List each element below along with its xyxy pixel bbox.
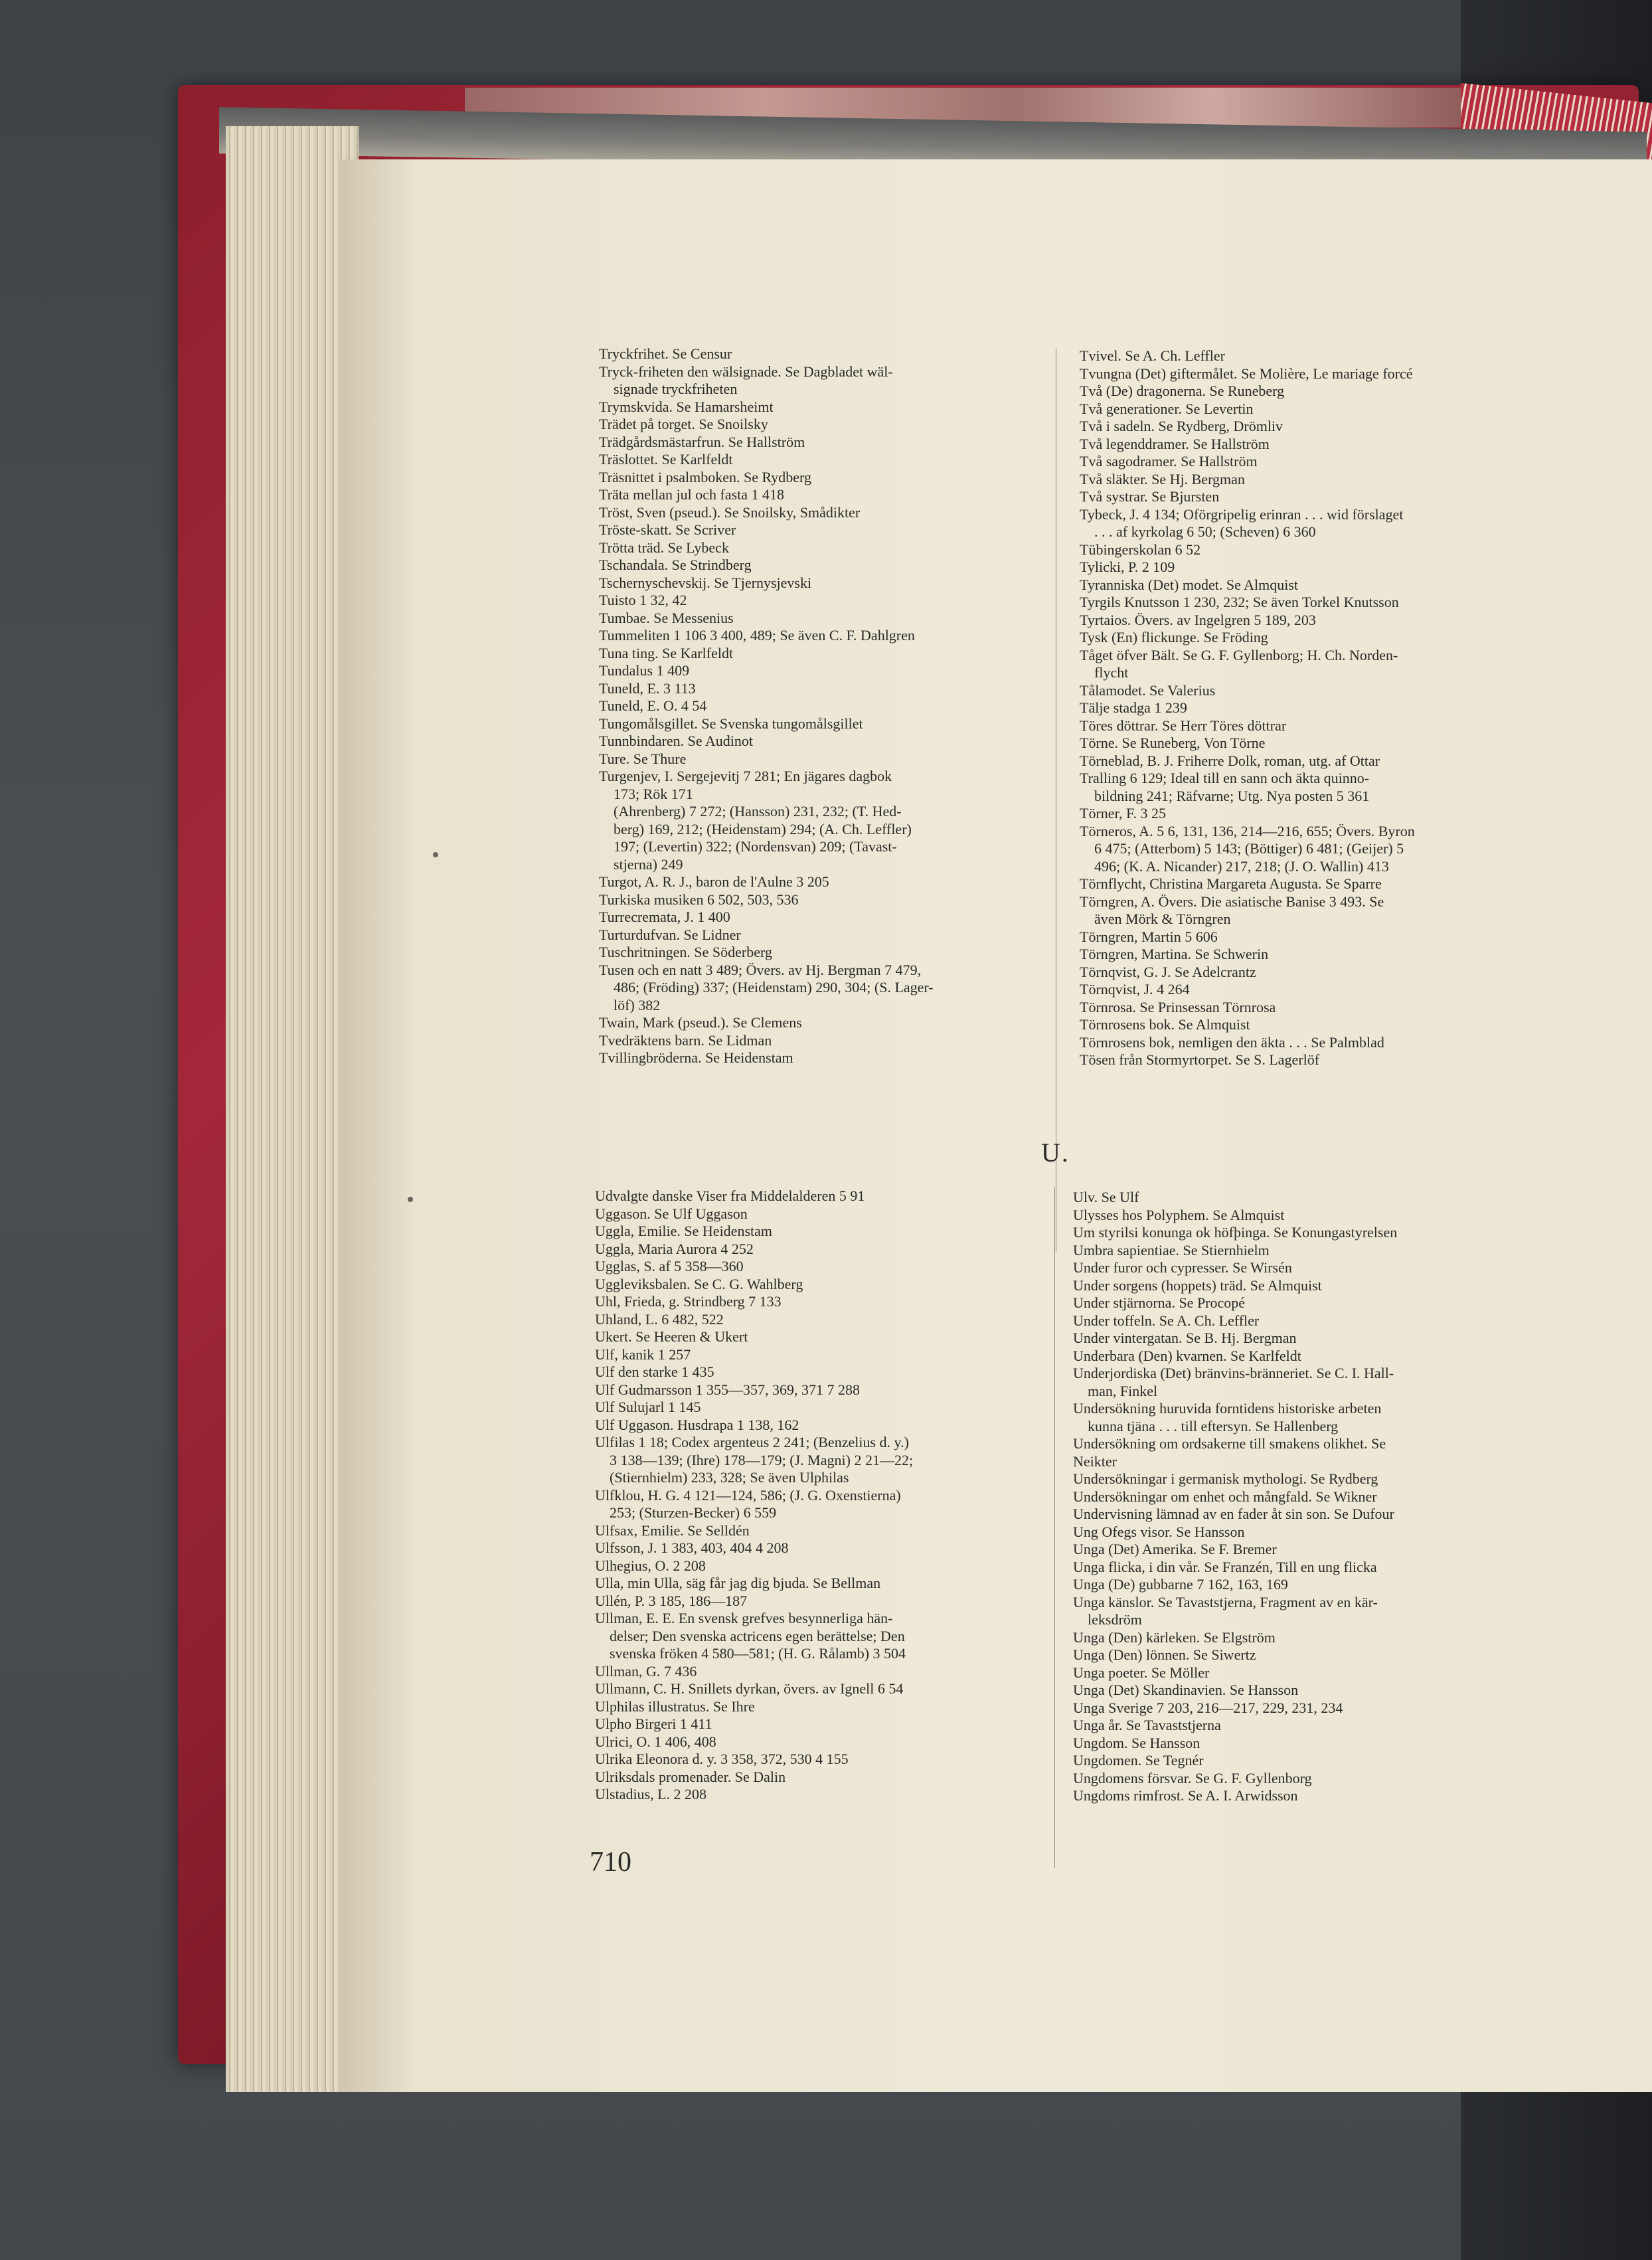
index-entry: bildning 241; Räfvarne; Utg. Nya posten 5 361 [1094,787,1370,804]
index-entry: Tvillingbröderna. Se Heidenstam [599,1049,793,1066]
index-entry: svenska fröken 4 580—581; (H. G. Rålamb) 3 504 [610,1645,906,1662]
index-entry: Unga (De) gubbarne 7 162, 163, 169 [1073,1576,1288,1593]
index-entry: Två (De) dragonerna. Se Runeberg [1080,383,1285,399]
index-entry: signade tryckfriheten [614,381,738,397]
index-entry: Ungdomen. Se Tegnér [1073,1752,1204,1769]
index-entry: Turkiska musiken 6 502, 503, 536 [599,891,799,908]
index-entry: Törne. Se Runeberg, Von Törne [1080,735,1266,751]
index-entry: Törner, F. 3 25 [1080,805,1166,822]
index-entry: Tschernyschevskij. Se Tjernysjevski [599,574,812,591]
index-entry: Ulpho Birgeri 1 411 [595,1715,712,1732]
index-entry: Uggla, Maria Aurora 4 252 [595,1240,754,1257]
index-entry: Ulriksdals promenader. Se Dalin [595,1768,786,1785]
index-entry: Tuneld, E. O. 4 54 [599,697,707,714]
index-entry: Tungomålsgillet. Se Svenska tungomålsgillet [599,715,863,732]
index-entry: Unga poeter. Se Möller [1073,1664,1210,1681]
index-entry: Trymskvida. Se Hamarsheimt [599,398,774,415]
index-entry: Ulfklou, H. G. 4 121—124, 586; (J. G. Oxenstierna) [595,1486,901,1504]
index-entry: Uggason. Se Ulf Uggason [595,1205,748,1222]
index-entry: även Mörk & Törngren [1094,911,1231,927]
index-entry: man, Finkel [1088,1382,1158,1399]
index-entry: Underbara (Den) kvarnen. Se Karlfeldt [1073,1347,1301,1364]
index-entry: Törnrosa. Se Prinsessan Törnrosa [1080,998,1276,1015]
index-entry: Törngren, Martin 5 606 [1080,928,1218,945]
index-entry: Ulf Uggason. Husdrapa 1 138, 162 [595,1416,799,1433]
index-entry: Unga Sverige 7 203, 216—217, 229, 231, 234 [1073,1699,1343,1716]
index-entry: Ulf, kanik 1 257 [595,1346,691,1363]
index-entry: . . . af kyrkolag 6 50; (Scheven) 6 360 [1094,523,1316,540]
index-entry: Undersökning huruvida forntidens historiske arbeten [1073,1400,1382,1417]
index-entry: Tröst, Sven (pseud.). Se Snoilsky, Smådikter [599,503,861,521]
index-column-bottom-right [1073,1189,1397,1805]
index-entry: Törnrosens bok. Se Almquist [1080,1016,1250,1033]
index-entry: 197; (Levertin) 322; (Nordensvan) 209; (Tavast- [614,838,897,855]
index-entry: Tröste-skatt. Se Scriver [599,521,736,538]
index-entry: Ulstadius, L. 2 208 [595,1786,707,1802]
index-entry: Unga (Den) kärleken. Se Elgström [1073,1628,1276,1646]
paper-speck [433,852,438,857]
index-entry: Tuna ting. Se Karlfeldt [599,644,734,661]
index-entry: Törnqvist, J. 4 264 [1080,981,1190,998]
index-entry: Undersökning om ordsakerne till smakens olikhet. Se [1073,1435,1386,1452]
index-entry: Ung Ofegs visor. Se Hansson [1073,1523,1245,1540]
index-entry: Trädgårdsmästarfrun. Se Hallström [599,433,805,450]
index-entry: flycht [1094,664,1129,681]
index-entry: Under stjärnorna. Se Procopé [1073,1294,1246,1311]
index-entry: Ulla, min Ulla, säg får jag dig bjuda. Se Bellman [595,1575,881,1591]
index-entry: Undersökningar om enhet och mångfald. Se Wikner [1073,1488,1377,1505]
index-entry: 6 475; (Atterbom) 5 143; (Böttiger) 6 481; (Geijer) 5 [1094,840,1404,857]
index-entry: (Ahrenberg) 7 272; (Hansson) 231, 232; (T. Hed- [614,803,902,820]
index-entry: Tundalus 1 409 [599,662,690,679]
index-entry: Ullmann, C. H. Snillets dyrkan, övers. av Ignell 6 54 [595,1680,904,1697]
index-entry: Ulv. Se Ulf [1073,1189,1139,1205]
book-page [339,159,1652,2092]
column-rule-bottom [1054,1187,1055,1868]
index-entry: Tösen från Stormyrtorpet. Se S. Lagerlöf [1080,1051,1320,1068]
index-entry: Tåget öfver Bält. Se G. F. Gyllenborg; H. Ch. Norden- [1080,646,1398,663]
index-entry: Uhland, L. 6 482, 522 [595,1310,724,1328]
index-entry: Um styrilsi konunga ok höfþinga. Se Konungastyrelsen [1073,1224,1398,1241]
index-entry: Tysk (En) flickunge. Se Fröding [1080,629,1268,646]
index-entry: Tummeliten 1 106 3 400, 489; Se även C. F. Dahlgren [599,627,915,644]
index-entry: Ulf Sulujarl 1 145 [595,1399,701,1415]
index-entry: Törnqvist, G. J. Se Adelcrantz [1080,963,1256,980]
index-entry: Ullman, E. E. En svensk grefves besynnerliga hän- [595,1610,893,1626]
index-entry: Unga år. Se Tavaststjerna [1073,1717,1221,1733]
index-entry: Trötta träd. Se Lybeck [599,539,729,556]
index-entry: Under furor och cypresser. Se Wirsén [1073,1259,1292,1276]
index-entry: Tuschritningen. Se Söderberg [599,944,772,960]
index-entry: Ulphilas illustratus. Se Ihre [595,1697,755,1715]
index-entry: Tunnbindaren. Se Audinot [599,733,754,749]
index-entry: Ungdoms rimfrost. Se A. I. Arwidsson [1073,1787,1298,1804]
paper-speck [408,1197,413,1202]
index-entry: Ullén, P. 3 185, 186—187 [595,1592,748,1609]
index-entry: Turturdufvan. Se Lidner [599,926,741,943]
index-entry: Ungdomens försvar. Se G. F. Gyllenborg [1073,1769,1312,1786]
index-entry: Tyrgils Knutsson 1 230, 232; Se även Torkel Knutsson [1080,594,1399,610]
index-entry: Unga känslor. Se Tavaststjerna, Fragment av en kär- [1073,1593,1378,1610]
index-entry: Tälje stadga 1 239 [1080,699,1187,716]
index-entry: Törneblad, B. J. Friherre Dolk, roman, utg. af Ottar [1080,752,1380,769]
index-entry: Törngren, A. Övers. Die asiatische Banise 3 493. Se [1080,893,1384,910]
index-entry: Två legenddramer. Se Hallström [1080,435,1270,452]
index-entry: Ulf Gudmarsson 1 355—357, 369, 371 7 288 [595,1381,861,1398]
index-entry: Tvivel. Se A. Ch. Leffler [1080,347,1225,364]
index-entry: Tübingerskolan 6 52 [1080,541,1201,558]
index-entry: Unga flicka, i din vår. Se Franzén, Till en ung flicka [1073,1558,1377,1575]
index-entry: Tylicki, P. 2 109 [1080,559,1175,575]
index-entry: Tryckfrihet. Se Censur [599,345,732,362]
index-entry: kunna tjäna . . . till eftersyn. Se Hallenberg [1088,1417,1339,1434]
index-entry: 486; (Fröding) 337; (Heidenstam) 290, 304; (S. Lager- [614,979,934,996]
index-entry: Träslottet. Se Karlfeldt [599,451,733,468]
index-entry: Töres döttrar. Se Herr Töres döttrar [1080,717,1287,734]
index-entry: Ulfilas 1 18; Codex argenteus 2 241; (Benzelius d. y.) [595,1434,909,1450]
index-entry: Ture. Se Thure [599,750,687,767]
index-entry: Träta mellan jul och fasta 1 418 [599,486,785,503]
index-entry: Törneros, A. 5 6, 131, 136, 214—216, 655; Övers. Byron [1080,822,1415,839]
index-entry: Trädet på torget. Se Snoilsky [599,416,768,432]
index-entry: Under toffeln. Se A. Ch. Leffler [1073,1312,1260,1329]
index-entry: Tyranniska (Det) modet. Se Almquist [1080,576,1299,593]
index-entry: Twain, Mark (pseud.). Se Clemens [599,1014,802,1031]
index-entry: Turgenjev, I. Sergejevitj 7 281; En jägares dagbok [599,768,892,784]
index-entry: Uggla, Emilie. Se Heidenstam [595,1223,772,1239]
index-entry: Två i sadeln. Se Rydberg, Drömliv [1080,418,1283,434]
index-entry: Unga (Det) Amerika. Se F. Bremer [1073,1541,1277,1557]
index-entry: Törnrosens bok, nemligen den äkta . . . Se Palmblad [1080,1033,1384,1051]
index-entry: leksdröm [1088,1611,1142,1628]
index-entry: Tvungna (Det) giftermålet. Se Molière, Le mariage forcé [1080,365,1413,382]
index-entry: Två släkter. Se Hj. Bergman [1080,470,1245,487]
index-entry: Tschandala. Se Strindberg [599,557,752,573]
index-entry: Under vintergatan. Se B. Hj. Bergman [1073,1330,1297,1346]
index-entry: Tryck-friheten den wälsignade. Se Dagbladet wäl- [599,363,893,380]
index-entry: Ullman, G. 7 436 [595,1662,697,1680]
index-entry: Ulfsax, Emilie. Se Selldén [595,1521,750,1539]
index-entry: Ulhegius, O. 2 208 [595,1557,706,1574]
index-entry: Tålamodet. Se Valerius [1080,681,1216,699]
section-heading-u: U. [1041,1138,1070,1168]
index-entry: 253; (Sturzen-Becker) 6 559 [610,1504,777,1521]
index-column-top-right [1080,347,1415,1069]
page-number: 710 [590,1847,631,1877]
index-entry: Neikter [1073,1452,1117,1470]
index-entry: Ukert. Se Heeren & Ukert [595,1328,748,1345]
index-entry: Tybeck, J. 4 134; Oförgripelig erinran . . . wid förslaget [1080,505,1404,523]
index-entry: 496; (K. A. Nicander) 217, 218; (J. O. Wallin) 413 [1094,857,1389,875]
index-entry: Ugglas, S. af 5 358—360 [595,1258,744,1274]
index-entry: Ulfsson, J. 1 383, 403, 404 4 208 [595,1539,789,1556]
index-entry: Tvedräktens barn. Se Lidman [599,1031,772,1049]
index-entry: Ulysses hos Polyphem. Se Almquist [1073,1206,1285,1223]
index-entry: Underjordiska (Det) bränvins-bränneriet. Se C. I. Hall- [1073,1365,1394,1381]
index-entry: Unga (Den) lönnen. Se Siwertz [1073,1646,1256,1663]
index-entry: Tumbae. Se Messenius [599,609,734,626]
index-entry: Undervisning lämnad av en fader åt sin son. Se Dufour [1073,1506,1394,1522]
index-column-bottom-left [595,1187,913,1804]
index-entry: berg) 169, 212; (Heidenstam) 294; (A. Ch. Leffler) [614,820,912,837]
index-entry: Två sagodramer. Se Hallström [1080,453,1258,470]
index-entry: Tuisto 1 32, 42 [599,592,687,608]
index-entry: Träsnittet i psalmboken. Se Rydberg [599,468,811,485]
index-entry: Unga (Det) Skandinavien. Se Hansson [1073,1682,1299,1698]
index-entry: Turrecremata, J. 1 400 [599,909,730,925]
index-entry: Törnflycht, Christina Margareta Augusta. Se Sparre [1080,875,1382,892]
index-entry: Turgot, A. R. J., baron de l'Aulne 3 205 [599,873,829,890]
index-entry: Udvalgte danske Viser fra Middelalderen 5 91 [595,1187,865,1204]
index-entry: Undersökningar i germanisk mythologi. Se Rydberg [1073,1470,1378,1487]
index-entry: (Stiernhielm) 233, 328; Se även Ulphilas [610,1469,849,1486]
index-entry: Ulrici, O. 1 406, 408 [595,1733,716,1750]
index-entry: Tyrtaios. Övers. av Ingelgren 5 189, 203 [1080,611,1316,628]
index-entry: Under sorgens (hoppets) träd. Se Almquist [1073,1276,1322,1294]
index-entry: Tuneld, E. 3 113 [599,679,696,697]
index-entry: Tusen och en natt 3 489; Övers. av Hj. Bergman 7 479, [599,961,922,978]
index-entry: Uhl, Frieda, g. Strindberg 7 133 [595,1293,782,1310]
index-entry: Ungdom. Se Hansson [1073,1734,1200,1751]
index-entry: Ulf den starke 1 435 [595,1363,714,1380]
index-entry: Ulrika Eleonora d. y. 3 358, 372, 530 4 155 [595,1751,849,1767]
index-entry: Uggleviksbalen. Se C. G. Wahlberg [595,1275,803,1292]
index-entry: Törngren, Martina. Se Schwerin [1080,946,1269,962]
index-column-top-left [599,345,934,1067]
index-entry: 3 138—139; (Ihre) 178—179; (J. Magni) 2 21—22; [610,1451,914,1468]
index-entry: delser; Den svenska actricens egen berättelse; Den [610,1627,905,1644]
index-entry: löf) 382 [614,996,661,1013]
index-entry: 173; Rök 171 [614,785,693,802]
index-entry: Umbra sapientiae. Se Stiernhielm [1073,1241,1270,1259]
index-entry: stjerna) 249 [614,855,683,873]
index-entry: Tralling 6 129; Ideal till en sann och äkta quinno- [1080,770,1370,786]
index-entry: Två generationer. Se Levertin [1080,400,1254,417]
index-entry: Två systrar. Se Bjursten [1080,488,1220,505]
